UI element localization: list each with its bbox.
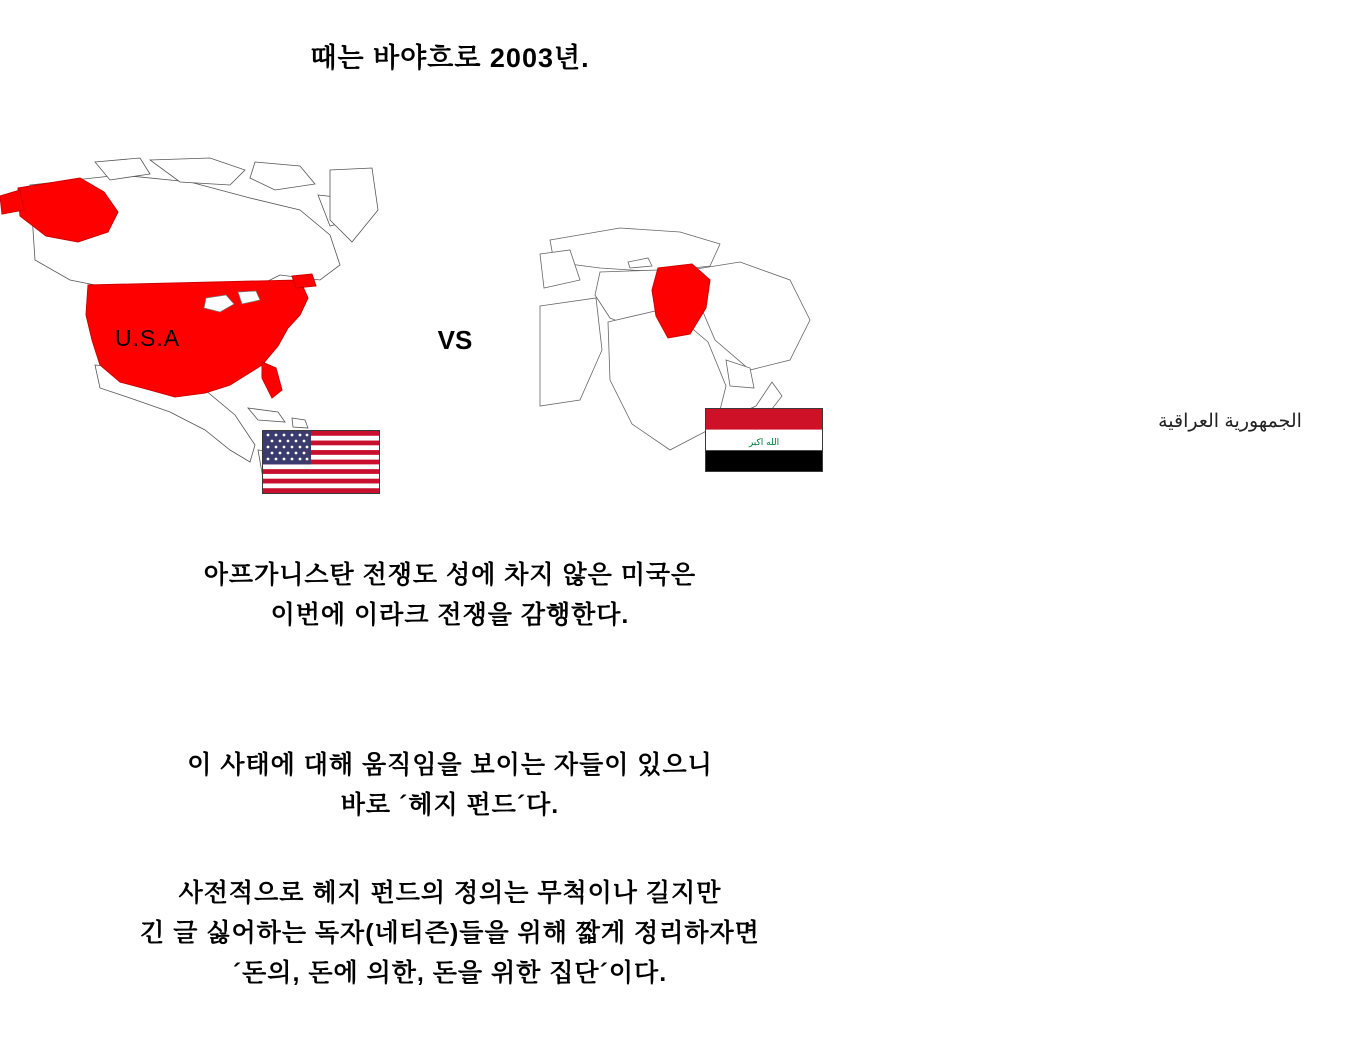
svg-text:الله اكبر: الله اكبر	[748, 438, 780, 448]
page-title: 때는 바야흐로 2003년.	[310, 43, 590, 73]
paragraph-3	[0, 873, 900, 993]
paragraph-1	[0, 555, 900, 635]
usa-country-label: U.S.A	[115, 325, 181, 351]
paragraph-2	[0, 745, 900, 825]
paragraph-2-line-2: 바로 ´헤지 펀드´다.	[340, 791, 560, 819]
iraq-flag	[705, 408, 823, 472]
united-states-flag	[262, 430, 380, 494]
iraq-arabic-label: الجمهورية العراقية	[1158, 411, 1302, 432]
maps-comparison-row	[0, 150, 1302, 510]
paragraph-2-line-1: 이 사태에 대해 움직임을 보이는 자들이 있으니	[187, 751, 713, 779]
paragraph-3-line-2: 긴 글 싫어하는 독자(네티즌)들을 위해 짧게 정리하자면	[140, 919, 760, 947]
versus-label: VS	[437, 325, 473, 355]
paragraph-1-line-2: 이번에 이라크 전쟁을 감행한다.	[270, 601, 630, 629]
paragraph-3-line-1: 사전적으로 헤지 펀드의 정의는 무척이나 길지만	[178, 879, 722, 907]
paragraph-3-line-3: ´돈의, 돈에 의한, 돈을 위한 집단´이다.	[232, 959, 668, 987]
paragraph-1-line-1: 아프가니스탄 전쟁도 성에 차지 않은 미국은	[203, 561, 697, 589]
